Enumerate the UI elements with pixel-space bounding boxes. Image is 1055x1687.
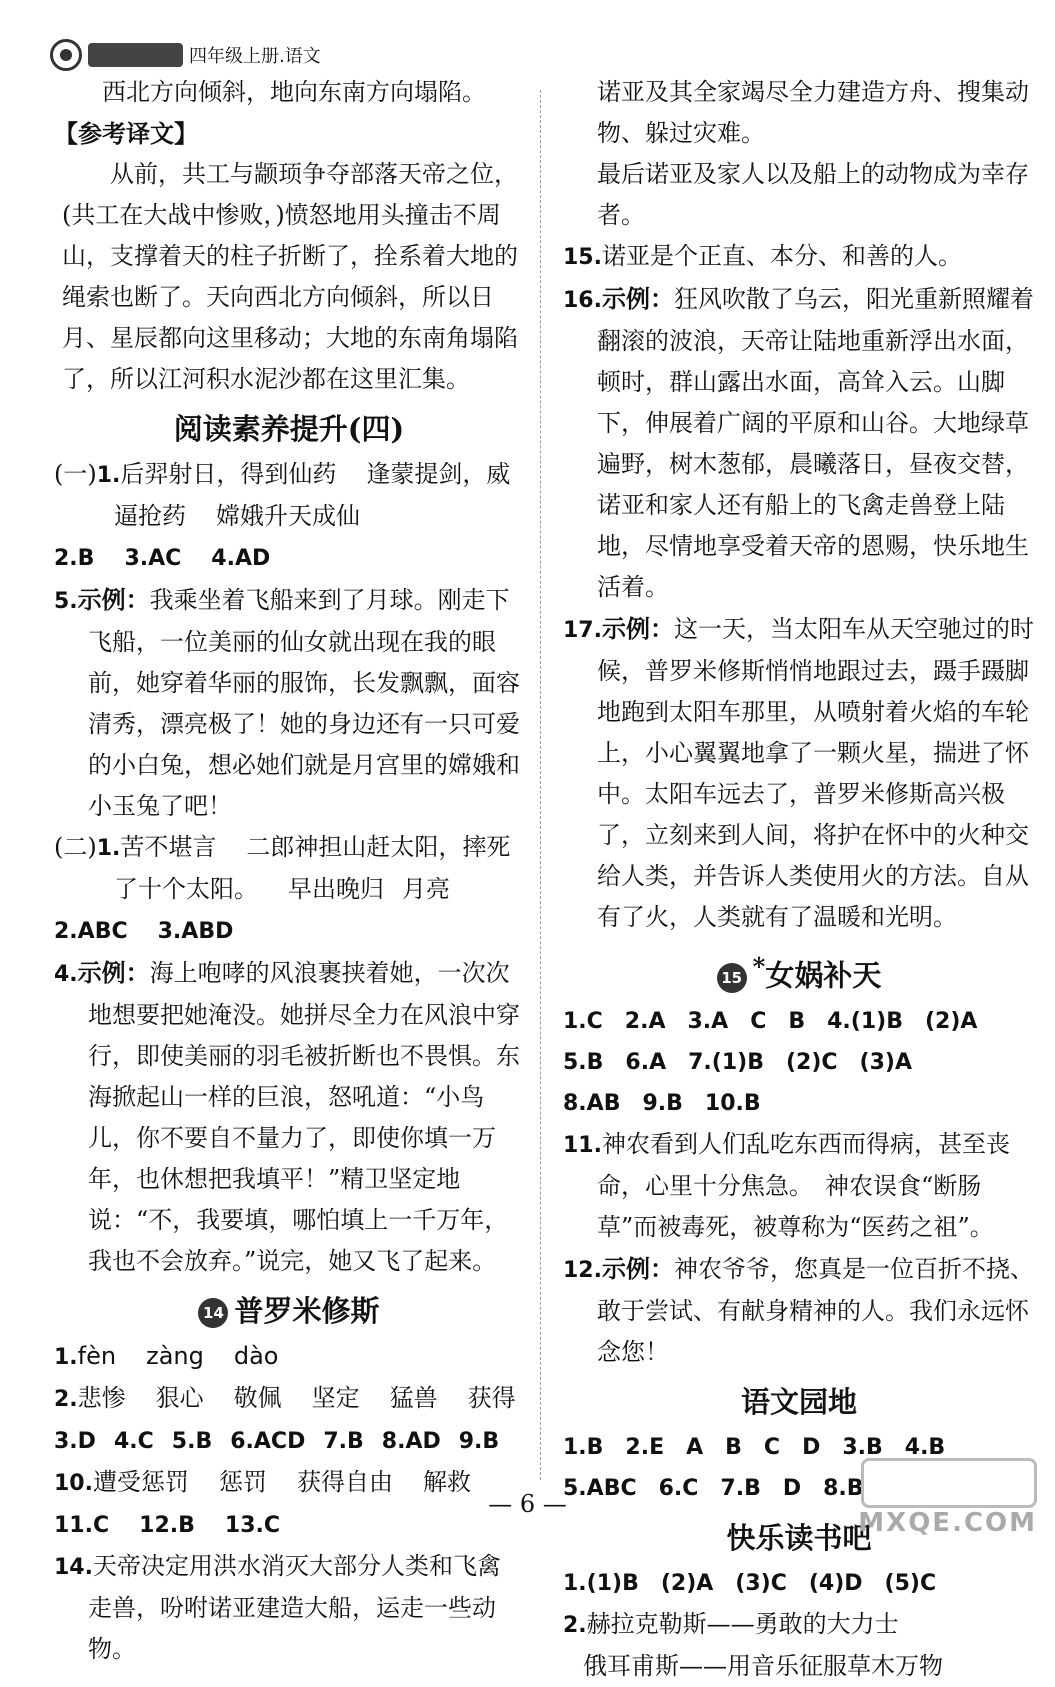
answer-line: 1.B 2.E A B C D 3.B 4.B <box>563 1434 946 1460</box>
lesson-title-text: 普罗米修斯 <box>234 1294 380 1328</box>
answer-value: AD <box>234 546 271 571</box>
answer-number: 2. <box>54 546 78 571</box>
word: 猛兽 <box>389 1384 438 1412</box>
answer-text: 苦不堪言 <box>120 833 217 861</box>
lesson-number-badge: 14 <box>198 1298 228 1328</box>
watermark-text: MXQE.COM <box>858 1508 1037 1538</box>
answer-text: 早出晚归 <box>288 875 384 903</box>
answer-value: AD <box>405 1429 441 1454</box>
answer-number: 4. <box>113 1429 138 1454</box>
section-title: 快乐读书吧 <box>726 1520 872 1555</box>
answer-value: ACD <box>253 1429 306 1454</box>
text-line: 西北方向倾斜，地向东南方向塌陷。 <box>102 78 486 106</box>
word: 狠心 <box>155 1384 204 1412</box>
example-label: 示例： <box>601 1253 674 1283</box>
pinyin: zàng <box>146 1342 204 1370</box>
word: 敬佩 <box>233 1384 282 1412</box>
page-number: — 6 — <box>488 1490 567 1518</box>
answer-b4 <box>54 952 524 1282</box>
answer-line <box>54 1336 524 1378</box>
left-column <box>54 72 524 1670</box>
answer-number: 2. <box>563 1612 587 1638</box>
answer-line: 5.B 6.A 7.(1)B (2)C (3)A <box>563 1049 912 1075</box>
answer-text: 赫拉克勒斯——勇敢的大力士 <box>586 1609 899 1638</box>
answer-value: B <box>195 1429 213 1454</box>
answer-line <box>54 537 524 579</box>
optional-star: * <box>752 952 766 981</box>
answer-b1 <box>54 827 524 910</box>
lesson-number-badge: 15 <box>717 963 747 993</box>
answer-text: 最后诺亚及家人以及船上的动物成为幸存者。 <box>597 160 1029 229</box>
answer-text: 抢药 <box>138 502 186 530</box>
watermark <box>858 1458 1037 1538</box>
column-divider <box>540 90 541 1480</box>
word: 解救 <box>422 1468 471 1496</box>
example-label: 示例： <box>601 614 674 643</box>
answer-text: 俄耳甫斯——用音乐征服草木万物 <box>583 1651 943 1680</box>
answer-value: D <box>77 1429 96 1454</box>
answer-value: B <box>77 546 95 571</box>
answer-line <box>54 1378 524 1420</box>
right-column <box>563 72 1035 1687</box>
part-label: (一) <box>54 460 97 488</box>
answer-number: 4. <box>211 546 235 571</box>
answer-q16 <box>563 278 1035 608</box>
word: 惩罚 <box>218 1468 267 1496</box>
answer-number: 2. <box>54 919 78 944</box>
answer-number: 12. <box>139 1513 179 1538</box>
answer-a1 <box>54 454 524 537</box>
answer-number: 5. <box>171 1429 196 1454</box>
answer-number: 1. <box>96 463 121 488</box>
publisher-logo <box>50 39 183 71</box>
answer-value: ABD <box>181 919 234 944</box>
answer-number: 1. <box>96 836 121 861</box>
answer-number: 2. <box>54 1387 78 1412</box>
answer-number: 6. <box>230 1429 254 1454</box>
answer-value: B <box>178 1513 195 1538</box>
answer-number: 10. <box>54 1471 93 1496</box>
logo-circle-icon <box>50 39 82 71</box>
answer-text: 这一天，当太阳车从天空驰过的时候，普罗米修斯悄悄地跟过去，蹑手蹑脚地跑到太阳车那里，从喷射着火焰的车轮上，小心翼翼地拿了一颗火星，揣进了怀中。太阳车远去了，普罗米修斯高兴极了，立刻来到人间，将护在怀中的火种交给人类，并告诉人类使用火的方法。自从有了火，人类就有了温暖和光明。 <box>597 615 1034 931</box>
page-header <box>50 38 321 72</box>
translation-text: 从前，共工与颛顼争夺部落天帝之位，(共工在大战中惨败，)愤怒地用头撞击不周山，支撑着天的柱子折断了，拴系着大地的绳索也断了。天向西北方向倾斜，所以日月、星辰都向这里移动；大地的东南角塌陷了，所以江河积水泥沙都在这里汇集。 <box>62 160 518 393</box>
section-title: 语文园地 <box>740 1384 857 1419</box>
header-title: 四年级上册.语文 <box>189 46 321 67</box>
word: 遭受惩罚 <box>92 1468 189 1496</box>
answer-q17 <box>563 608 1035 938</box>
answer-number: 12. <box>563 1257 602 1283</box>
answer-value: ABC <box>77 919 128 944</box>
example-label: 示例： <box>601 284 674 313</box>
answer-text: 我乘坐着飞船来到了月球。刚走下飞船，一位美丽的仙女就出现在我的眼前，她穿着华丽的服饰，长发飘飘，面容清秀，漂亮极了！她的身边还有一只可爱的小白兔，想必她们就是月宫里的嫦娥和小玉兔了吧！ <box>88 586 520 820</box>
answer-value: B <box>482 1429 500 1454</box>
answer-value: B <box>347 1429 364 1454</box>
answer-value: C <box>92 1513 110 1538</box>
answer-number: 3. <box>157 919 182 944</box>
word: 坚定 <box>311 1384 360 1412</box>
word: 悲惨 <box>77 1384 126 1412</box>
reference-label: 【参考译文】 <box>54 119 198 148</box>
answer-text: 神农看到人们乱吃东西而得病，甚至丧命，心里十分焦急。 神农误食“断肠草”而被毒死，被尊称为“医药之祖”。 <box>597 1129 1010 1241</box>
answer-line <box>54 910 524 952</box>
answer-number: 7. <box>323 1429 347 1454</box>
answer-number: 14. <box>54 1555 93 1580</box>
answer-line: 1.(1)B (2)A (3)C (4)D (5)C <box>563 1570 937 1596</box>
answer-a5 <box>54 579 524 827</box>
section-title: 阅读素养提升(四) <box>173 412 405 446</box>
answer-d12 <box>563 1248 1035 1373</box>
answer-number: 13. <box>224 1513 264 1538</box>
answer-number: 1. <box>54 1345 78 1370</box>
answer-value: C <box>137 1429 154 1454</box>
answer-d11 <box>563 1124 1035 1248</box>
answer-line: 1.C 2.A 3.A C B 4.(1)B (2)A <box>563 1008 978 1034</box>
answer-number: 5. <box>54 589 78 614</box>
answer-line: 8.AB 9.B 10.B <box>563 1090 761 1116</box>
example-label: 示例： <box>77 958 150 987</box>
answer-number: 16. <box>563 288 602 313</box>
answer-text: 逢蒙提剑，威逼 <box>114 460 511 530</box>
lesson-title-text: 女娲补天 <box>765 958 882 993</box>
answer-text: 诺亚是个正直、本分、和善的人。 <box>601 242 962 270</box>
logo-wordmark-icon <box>88 43 183 67</box>
answer-text: 天帝决定用洪水消灭大部分人类和飞禽走兽，吩咐诺亚建造大船，运走一些动物。 <box>88 1552 501 1663</box>
answer-number: 17. <box>563 618 602 643</box>
answer-text: 后羿射日，得到仙药 <box>120 460 337 488</box>
answer-number: 8. <box>381 1429 406 1454</box>
watermark-logo-icon <box>861 1458 1037 1508</box>
answer-line <box>54 1420 524 1462</box>
answer-number: 3. <box>124 546 149 571</box>
lesson-title <box>563 944 1035 999</box>
answer-text: 月亮 <box>402 875 450 903</box>
answer-number: 11. <box>563 1132 602 1158</box>
pinyin: fèn <box>77 1342 117 1370</box>
answer-text: 神农爷爷，您真是一位百折不挠、敢于尝试、有献身精神的人。我们永远怀念您！ <box>597 1254 1034 1366</box>
answer-number: 11. <box>54 1513 93 1538</box>
part-label: (二) <box>54 833 97 861</box>
answer-number: 4. <box>54 962 78 987</box>
answer-q15 <box>563 236 1035 278</box>
answer-number: 15. <box>563 245 602 270</box>
answer-value: AC <box>148 546 182 571</box>
lesson-title <box>54 1288 524 1334</box>
answer-text: 狂风吹散了乌云，阳光重新照耀着翻滚的波浪，天帝让陆地重新浮出水面，顿时，群山露出水面，高耸入云。山脚下，伸展着广阔的平原和山谷。大地绿草遍野，树木葱郁，晨曦落日，昼夜交替，诺亚和家人还有船上的飞禽走兽登上陆地，尽情地享受着天帝的恩赐，快乐地生活着。 <box>597 285 1034 601</box>
word: 获得 <box>467 1384 516 1412</box>
answer-c14 <box>54 1546 524 1670</box>
answer-text: 二郎神担山赶太阳，摔死了十个太阳。 <box>114 833 511 903</box>
answer-line <box>563 1604 1035 1646</box>
answer-line: 5.ABC 6.C 7.B D 8.B <box>563 1475 864 1501</box>
pinyin: dào <box>233 1342 279 1370</box>
answer-number: 9. <box>458 1429 483 1454</box>
example-label: 示例： <box>77 585 150 614</box>
answer-text: 嫦娥升天成仙 <box>216 502 360 530</box>
answer-number: 3. <box>54 1429 78 1454</box>
answer-text: 海上咆哮的风浪裹挟着她，一次次地想要把她淹没。她拼尽全力在风浪中穿行，即使美丽的羽毛被折断也不畏惧。东海掀起山一样的巨浪，怒吼道：“小鸟儿，你不要自不量力了，即使你填一万年，也休想把我填平！”精卫坚定地说：“不，我要填，哪怕填上一千万年，我也不会放弃。”说完，她又飞了起来。 <box>88 959 520 1275</box>
answer-text: 诺亚及其全家竭尽全力建造方舟、搜集动物、躲过灾难。 <box>597 78 1029 147</box>
word: 获得自由 <box>296 1468 393 1496</box>
answer-value: C <box>263 1513 281 1538</box>
